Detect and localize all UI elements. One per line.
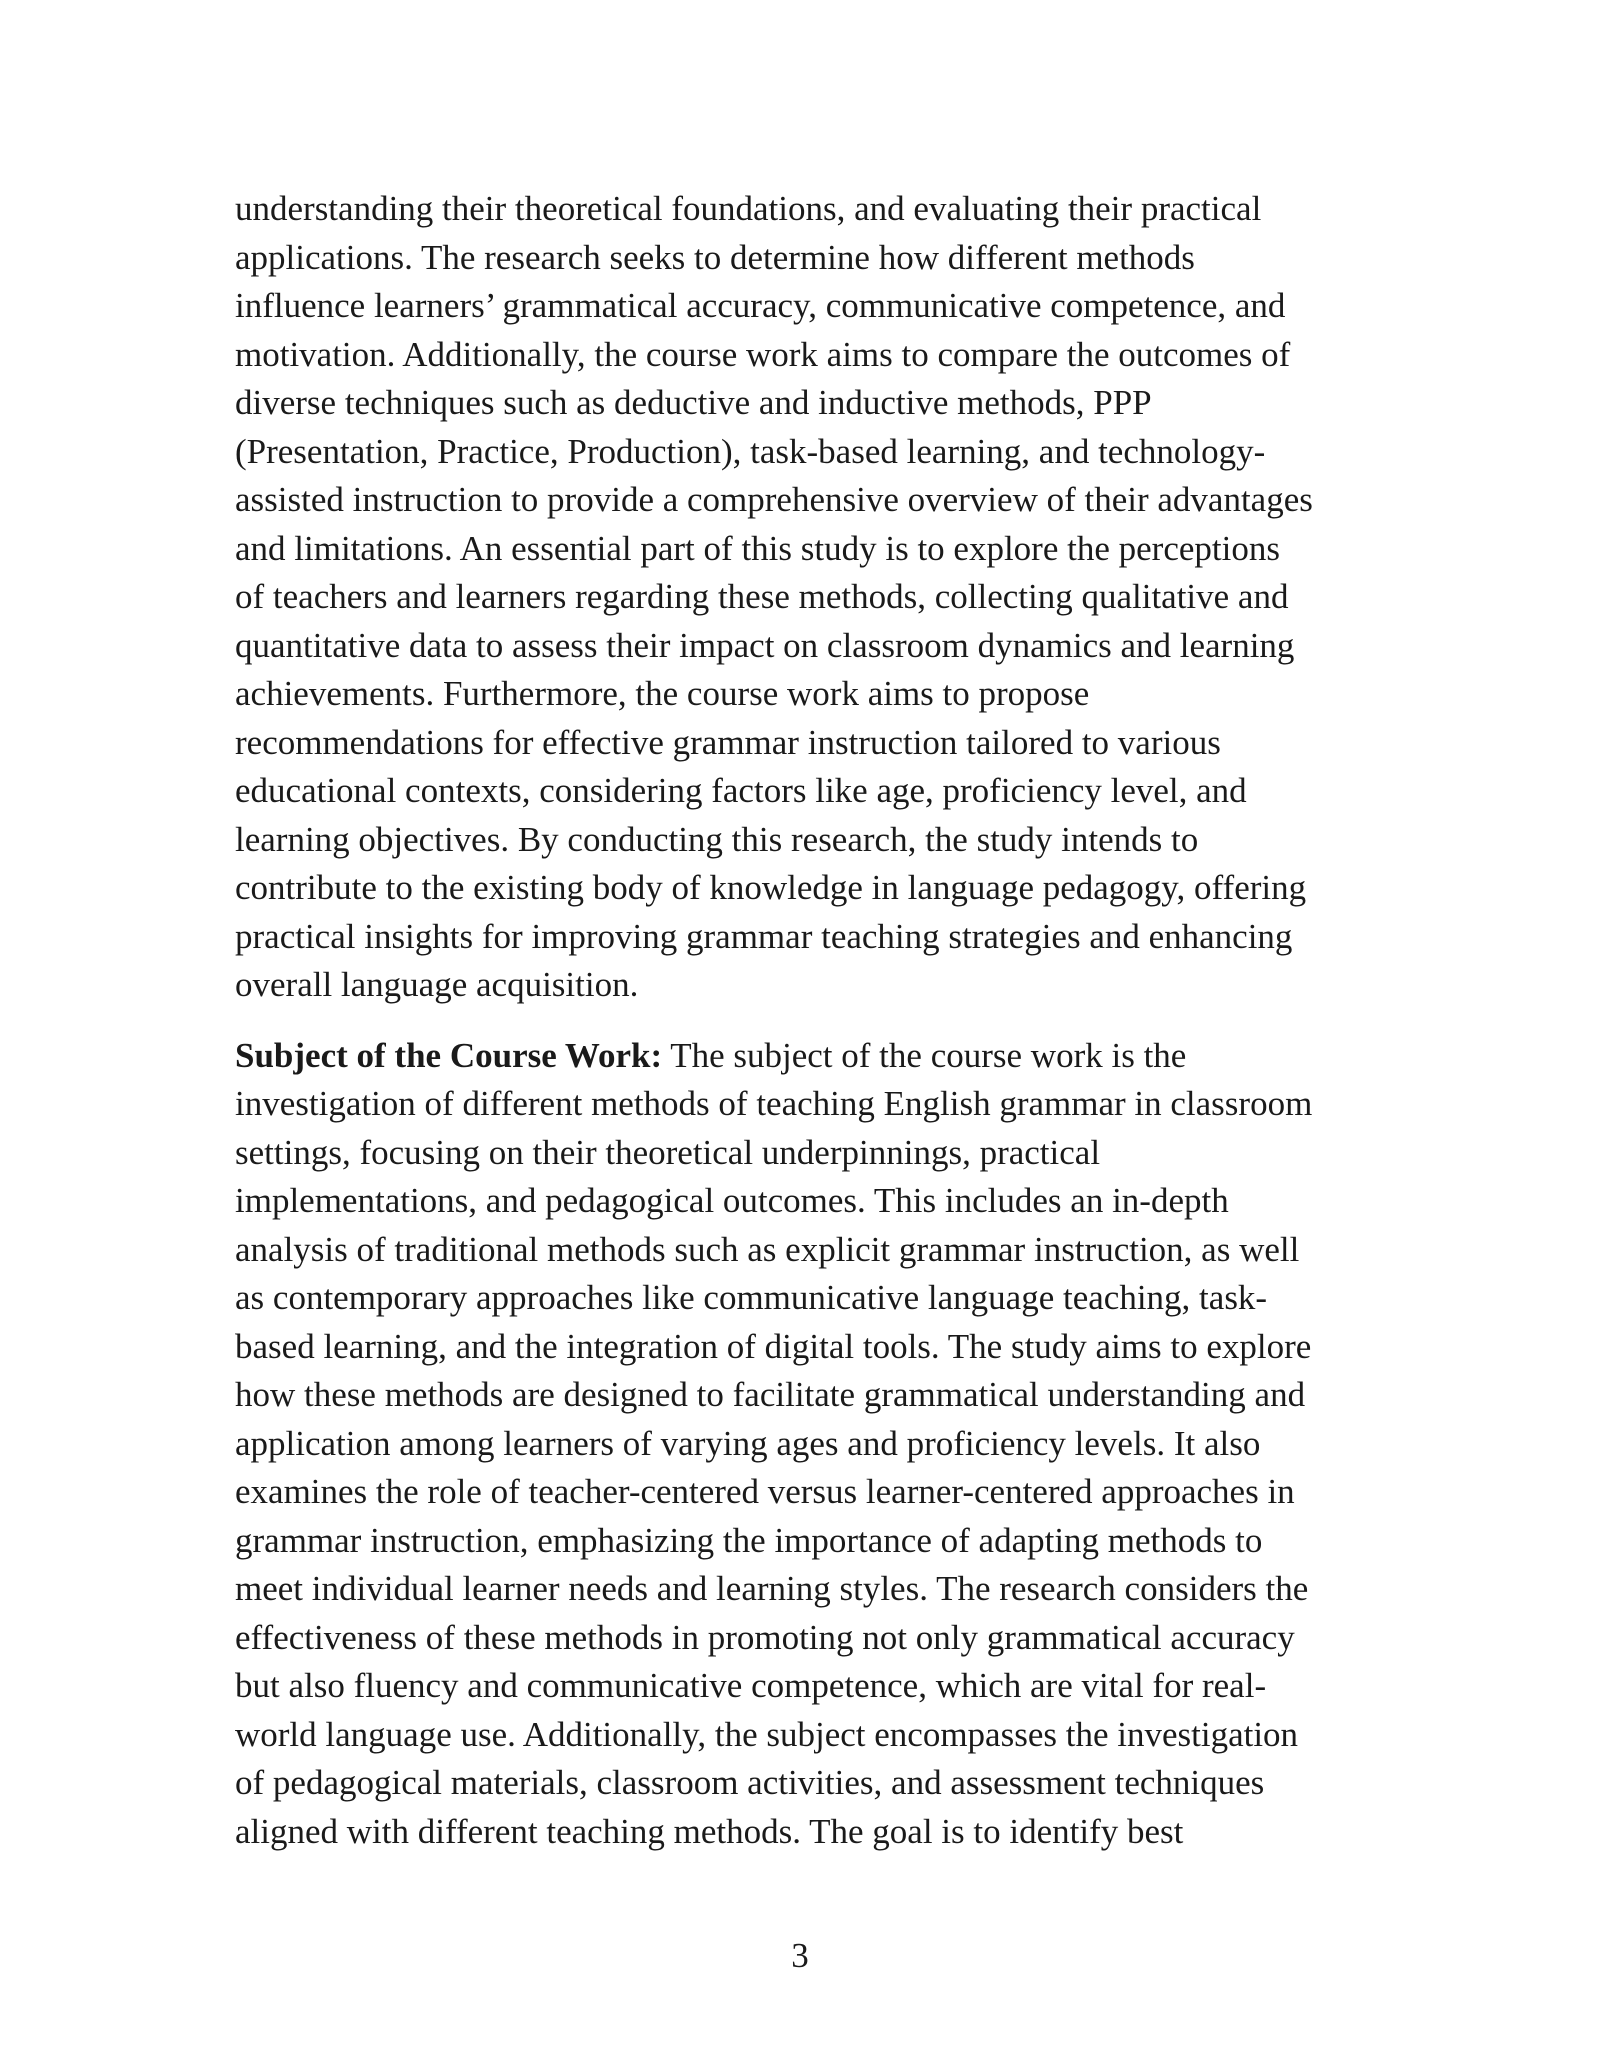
- text-line: contribute to the existing body of knowledge in language pedagogy, offering: [235, 868, 1307, 907]
- text-line: practical insights for improving grammar teaching strategies and enhancing: [235, 916, 1293, 956]
- paragraph-spacing: [235, 1010, 1370, 1032]
- page-number: 3: [791, 1936, 809, 1975]
- body-text: [235, 185, 1370, 1856]
- text-line: motivation. Additionally, the course work aims to compare the outcomes of: [235, 334, 1291, 374]
- text-line: settings, focusing on their theoretical underpinnings, practical: [235, 1132, 1101, 1172]
- text-line: recommendations for effective grammar instruction tailored to various: [235, 722, 1221, 762]
- text-line: based learning, and the integration of digital tools. The study aims to explore: [235, 1326, 1312, 1366]
- paragraph-subject: [235, 1032, 1370, 1857]
- text-line: but also fluency and communicative competence, which are vital for real-: [235, 1666, 1267, 1705]
- text-line: educational contexts, considering factors like age, proficiency level, and: [235, 771, 1247, 810]
- text-line: assisted instruction to provide a comprehensive overview of their advantages: [235, 480, 1313, 519]
- text-line: effectiveness of these methods in promoting not only grammatical accuracy: [235, 1617, 1295, 1657]
- text-line: implementations, and pedagogical outcomes. This includes an in-depth: [235, 1181, 1229, 1220]
- text-line: as contemporary approaches like communicative language teaching, task-: [235, 1278, 1268, 1317]
- text-line: understanding their theoretical foundations, and evaluating their practical: [235, 189, 1262, 228]
- text-line: quantitative data to assess their impact on classroom dynamics and learning: [235, 625, 1295, 665]
- paragraph-objectives: [235, 185, 1370, 1010]
- text-line: overall language acquisition.: [235, 965, 639, 1004]
- text-line: learning objectives. By conducting this research, the study intends to: [235, 819, 1199, 859]
- text-line: meet individual learner needs and learning styles. The research considers the: [235, 1569, 1309, 1608]
- text-line: investigation of different methods of teaching English grammar in classroom: [235, 1084, 1313, 1123]
- text-line: application among learners of varying ages and proficiency levels. It also: [235, 1423, 1261, 1463]
- text-line: world language use. Additionally, the subject encompasses the investigation: [235, 1714, 1299, 1754]
- text-line: diverse techniques such as deductive and inductive methods, PPP: [235, 383, 1152, 422]
- text-line: of teachers and learners regarding these methods, collecting qualitative and: [235, 577, 1289, 616]
- text-line: and limitations. An essential part of this study is to explore the perceptions: [235, 528, 1280, 568]
- text-line: grammar instruction, emphasizing the importance of adapting methods to: [235, 1520, 1263, 1560]
- text-line: aligned with different teaching methods. The goal is to identify best: [235, 1811, 1184, 1851]
- text-line: achievements. Furthermore, the course work aims to propose: [235, 674, 1090, 713]
- text-line: examines the role of teacher-centered versus learner-centered approaches in: [235, 1472, 1295, 1511]
- text-line: [235, 1032, 1370, 1081]
- text-line: influence learners’ grammatical accuracy, communicative competence, and: [235, 286, 1286, 325]
- text-line: of pedagogical materials, classroom activities, and assessment techniques: [235, 1763, 1265, 1802]
- text-line: analysis of traditional methods such as explicit grammar instruction, as well: [235, 1229, 1300, 1269]
- heading-continuation: The subject of the course work is the: [662, 1035, 1187, 1075]
- text-line: how these methods are designed to facilitate grammatical understanding and: [235, 1375, 1306, 1414]
- text-line: (Presentation, Practice, Production), task-based learning, and technology-: [235, 431, 1266, 471]
- text-line: applications. The research seeks to determine how different methods: [235, 237, 1195, 277]
- section-heading: Subject of the Course Work:: [235, 1035, 663, 1075]
